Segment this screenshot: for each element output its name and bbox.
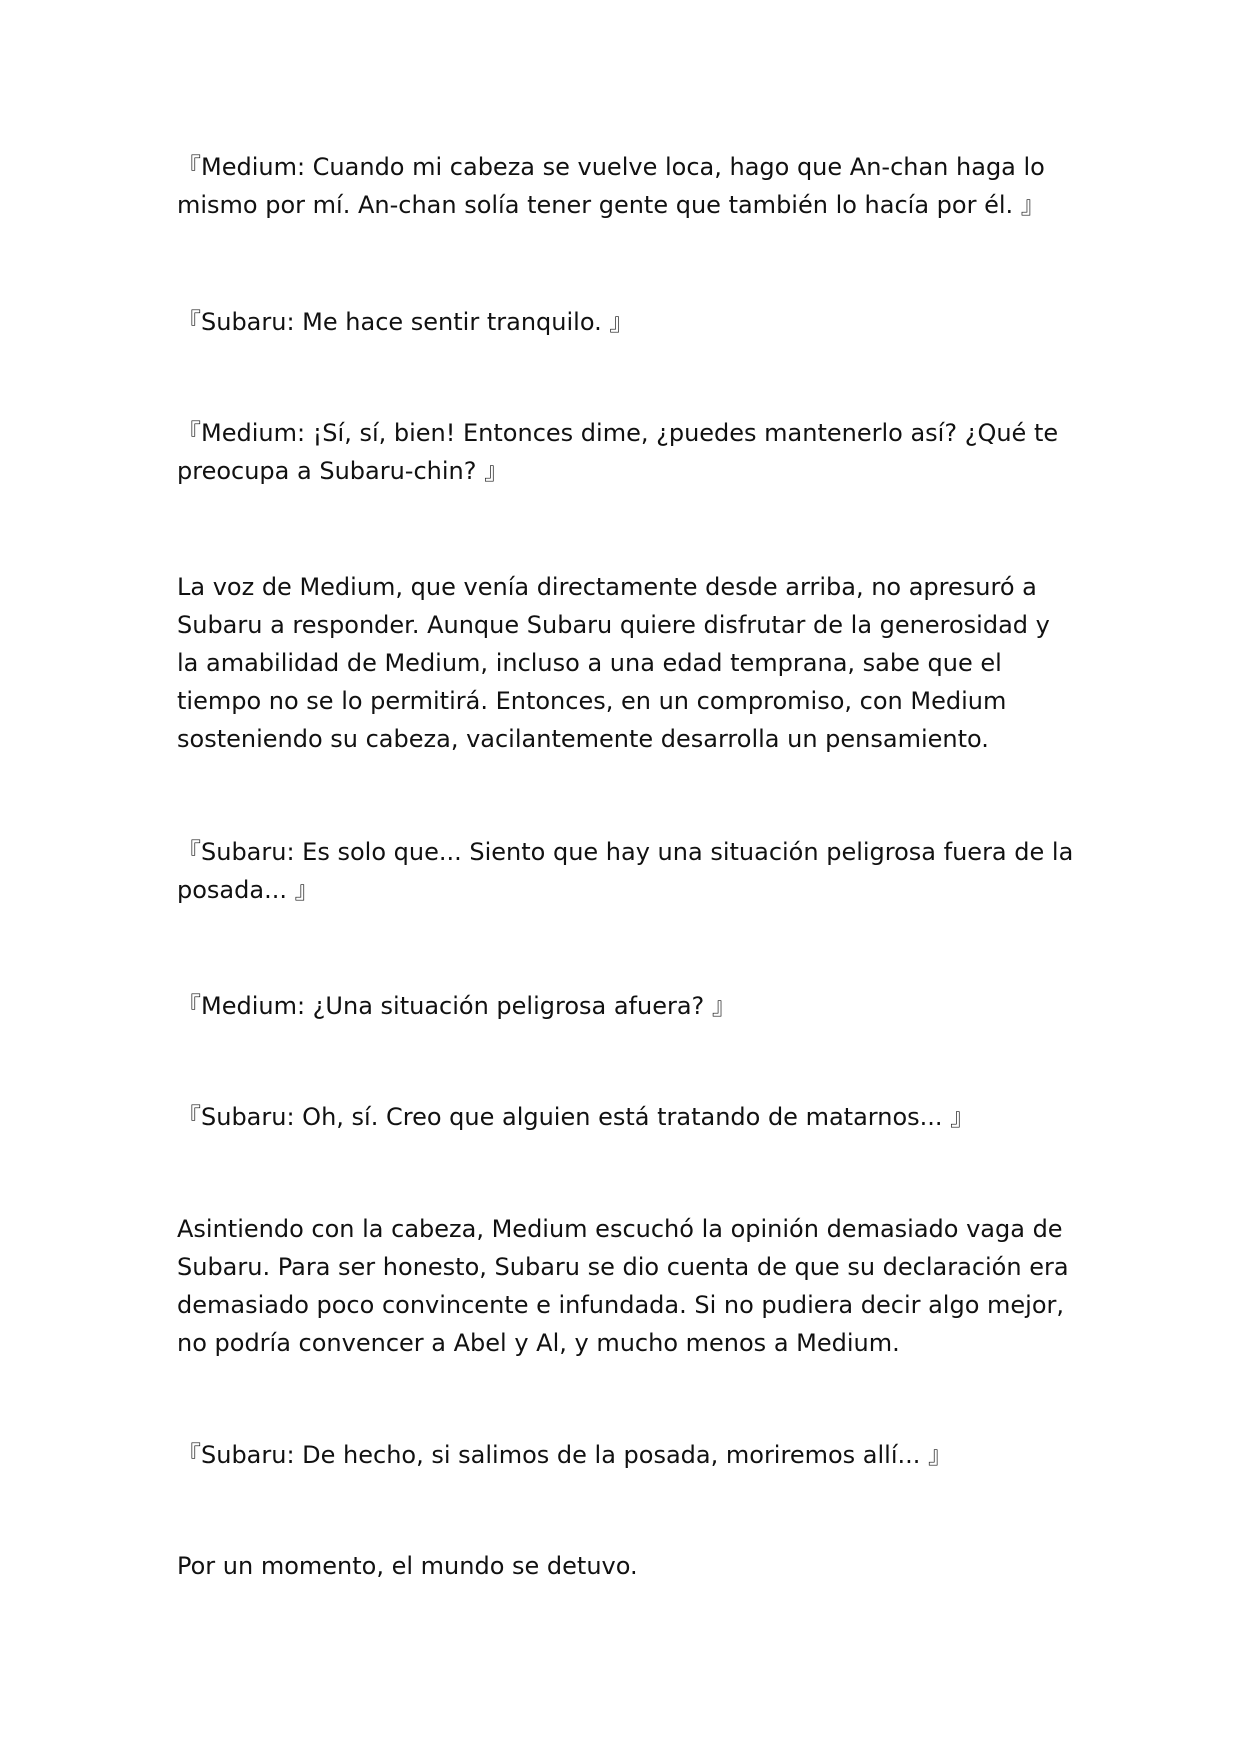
paragraph-text: 『Medium: ¡Sí, sí, bien! Entonces dime, ¿puedes mantenerlo así? ¿Qué te preocupa a Subaru-chin? 』 [177, 419, 1059, 485]
paragraph-text: La voz de Medium, que venía directamente desde arriba, no apresuró a Subaru a responder. Aunque Subaru quiere disfrutar de la generosidad y la amabilidad de Medium, incluso a una edad temprana, sabe que el tiempo no se lo permitirá. Entonces, en un compromiso, con Medium sosteniendo su cabeza, vacilantemente desarrolla un pensamiento. [177, 573, 1050, 753]
dialogue-paragraph [177, 833, 1077, 909]
narration-paragraph [177, 568, 1077, 758]
dialogue-paragraph [177, 414, 1077, 490]
paragraph-text: Asintiendo con la cabeza, Medium escuchó la opinión demasiado vaga de Subaru. Para ser honesto, Subaru se dio cuenta de que su declaración era demasiado poco convincente e infundada. Si no pudiera decir algo mejor, no podría convencer a Abel y Al, y mucho menos a Medium. [177, 1215, 1069, 1357]
dialogue-paragraph [177, 1098, 1077, 1136]
paragraph-text: 『Medium: Cuando mi cabeza se vuelve loca, hago que An-chan haga lo mismo por mí. An-chan solía tener gente que también lo hacía por él. 』 [177, 153, 1045, 219]
paragraph-text: 『Subaru: Oh, sí. Creo que alguien está tratando de matarnos... 』 [177, 1103, 975, 1131]
dialogue-paragraph [177, 148, 1077, 224]
dialogue-paragraph [177, 303, 1077, 341]
dialogue-paragraph [177, 1436, 1077, 1474]
narration-paragraph [177, 1547, 1077, 1585]
paragraph-text: 『Subaru: De hecho, si salimos de la posada, moriremos allí... 』 [177, 1441, 953, 1469]
paragraph-text: 『Subaru: Es solo que... Siento que hay una situación peligrosa fuera de la posada... 』 [177, 838, 1074, 904]
narration-paragraph [177, 1210, 1077, 1362]
paragraph-text: 『Subaru: Me hace sentir tranquilo. 』 [177, 308, 634, 336]
paragraph-text: 『Medium: ¿Una situación peligrosa afuera? 』 [177, 992, 736, 1020]
dialogue-paragraph [177, 987, 1077, 1025]
paragraph-text: Por un momento, el mundo se detuvo. [177, 1552, 638, 1580]
